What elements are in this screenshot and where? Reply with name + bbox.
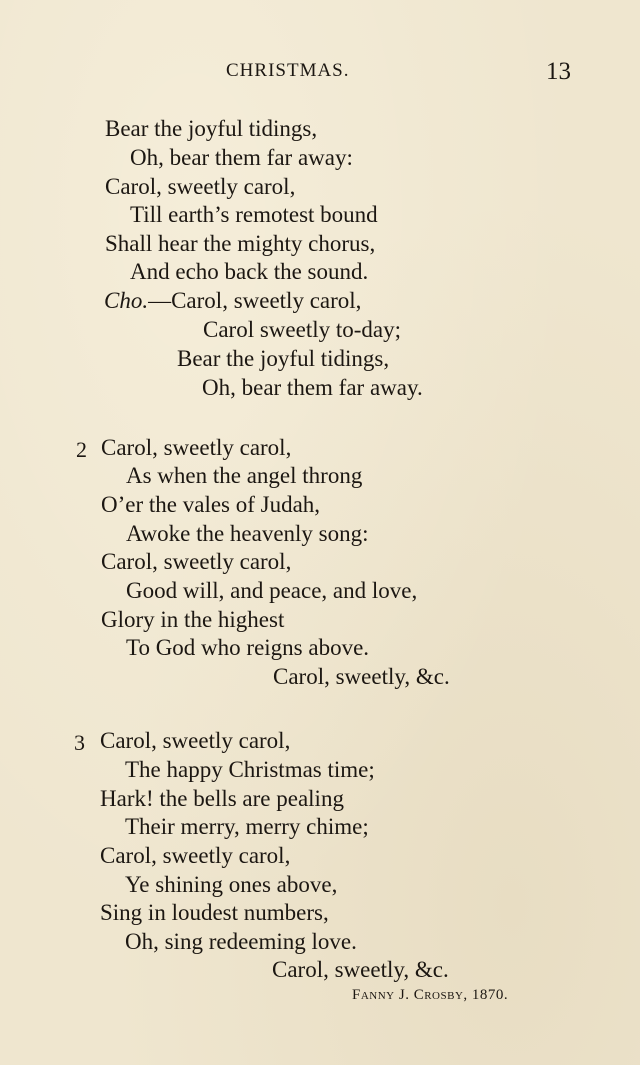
verse-line: Carol sweetly to-day; — [203, 317, 402, 342]
verse-line: Carol, sweetly carol, — [100, 843, 291, 868]
verse-line: Shall hear the mighty chorus, — [105, 231, 376, 256]
verse-line: Good will, and peace, and love, — [126, 578, 418, 603]
author-attribution: Fanny J. Crosby, 1870. — [352, 987, 509, 1003]
verse-line: Carol, sweetly carol, — [101, 435, 292, 460]
stanza-number: 3 — [74, 730, 85, 755]
verse-line: Ye shining ones above, — [125, 872, 338, 897]
verse-line: Bear the joyful tidings, — [177, 346, 390, 371]
verse-line: Till earth’s remotest bound — [130, 202, 378, 227]
verse-line: Oh, sing redeeming love. — [125, 929, 357, 954]
verse-line: Oh, bear them far away: — [130, 145, 353, 170]
stanza-number: 2 — [76, 437, 87, 462]
page-title: CHRISTMAS. — [226, 60, 350, 81]
verse-line: Glory in the highest — [101, 607, 285, 632]
verse-line: Carol, sweetly carol, — [100, 728, 291, 753]
refrain-line: Carol, sweetly, &c. — [272, 957, 449, 982]
verse-line: —Carol, sweetly carol, — [148, 288, 362, 313]
verse-line: Carol, sweetly carol, — [105, 174, 296, 199]
verse-line: Carol, sweetly carol, — [101, 549, 292, 574]
verse-line: As when the angel throng — [126, 463, 363, 488]
page-number: 13 — [546, 58, 571, 85]
verse-line: Awoke the heavenly song: — [126, 521, 369, 546]
refrain-line: Carol, sweetly, &c. — [273, 664, 450, 689]
verse-line: Sing in loudest numbers, — [100, 900, 329, 925]
chorus-label: Cho. — [104, 288, 149, 313]
verse-line: Hark! the bells are pealing — [100, 786, 344, 811]
verse-line: And echo back the sound. — [130, 259, 369, 284]
verse-line: Their merry, merry chime; — [125, 814, 369, 839]
verse-line: The happy Christmas time; — [125, 757, 375, 782]
verse-line: Oh, bear them far away. — [202, 375, 423, 400]
verse-line: Bear the joyful tidings, — [105, 116, 318, 141]
verse-line: O’er the vales of Judah, — [101, 492, 321, 517]
chorus-first-line — [104, 287, 361, 315]
verse-line: To God who reigns above. — [126, 635, 370, 660]
